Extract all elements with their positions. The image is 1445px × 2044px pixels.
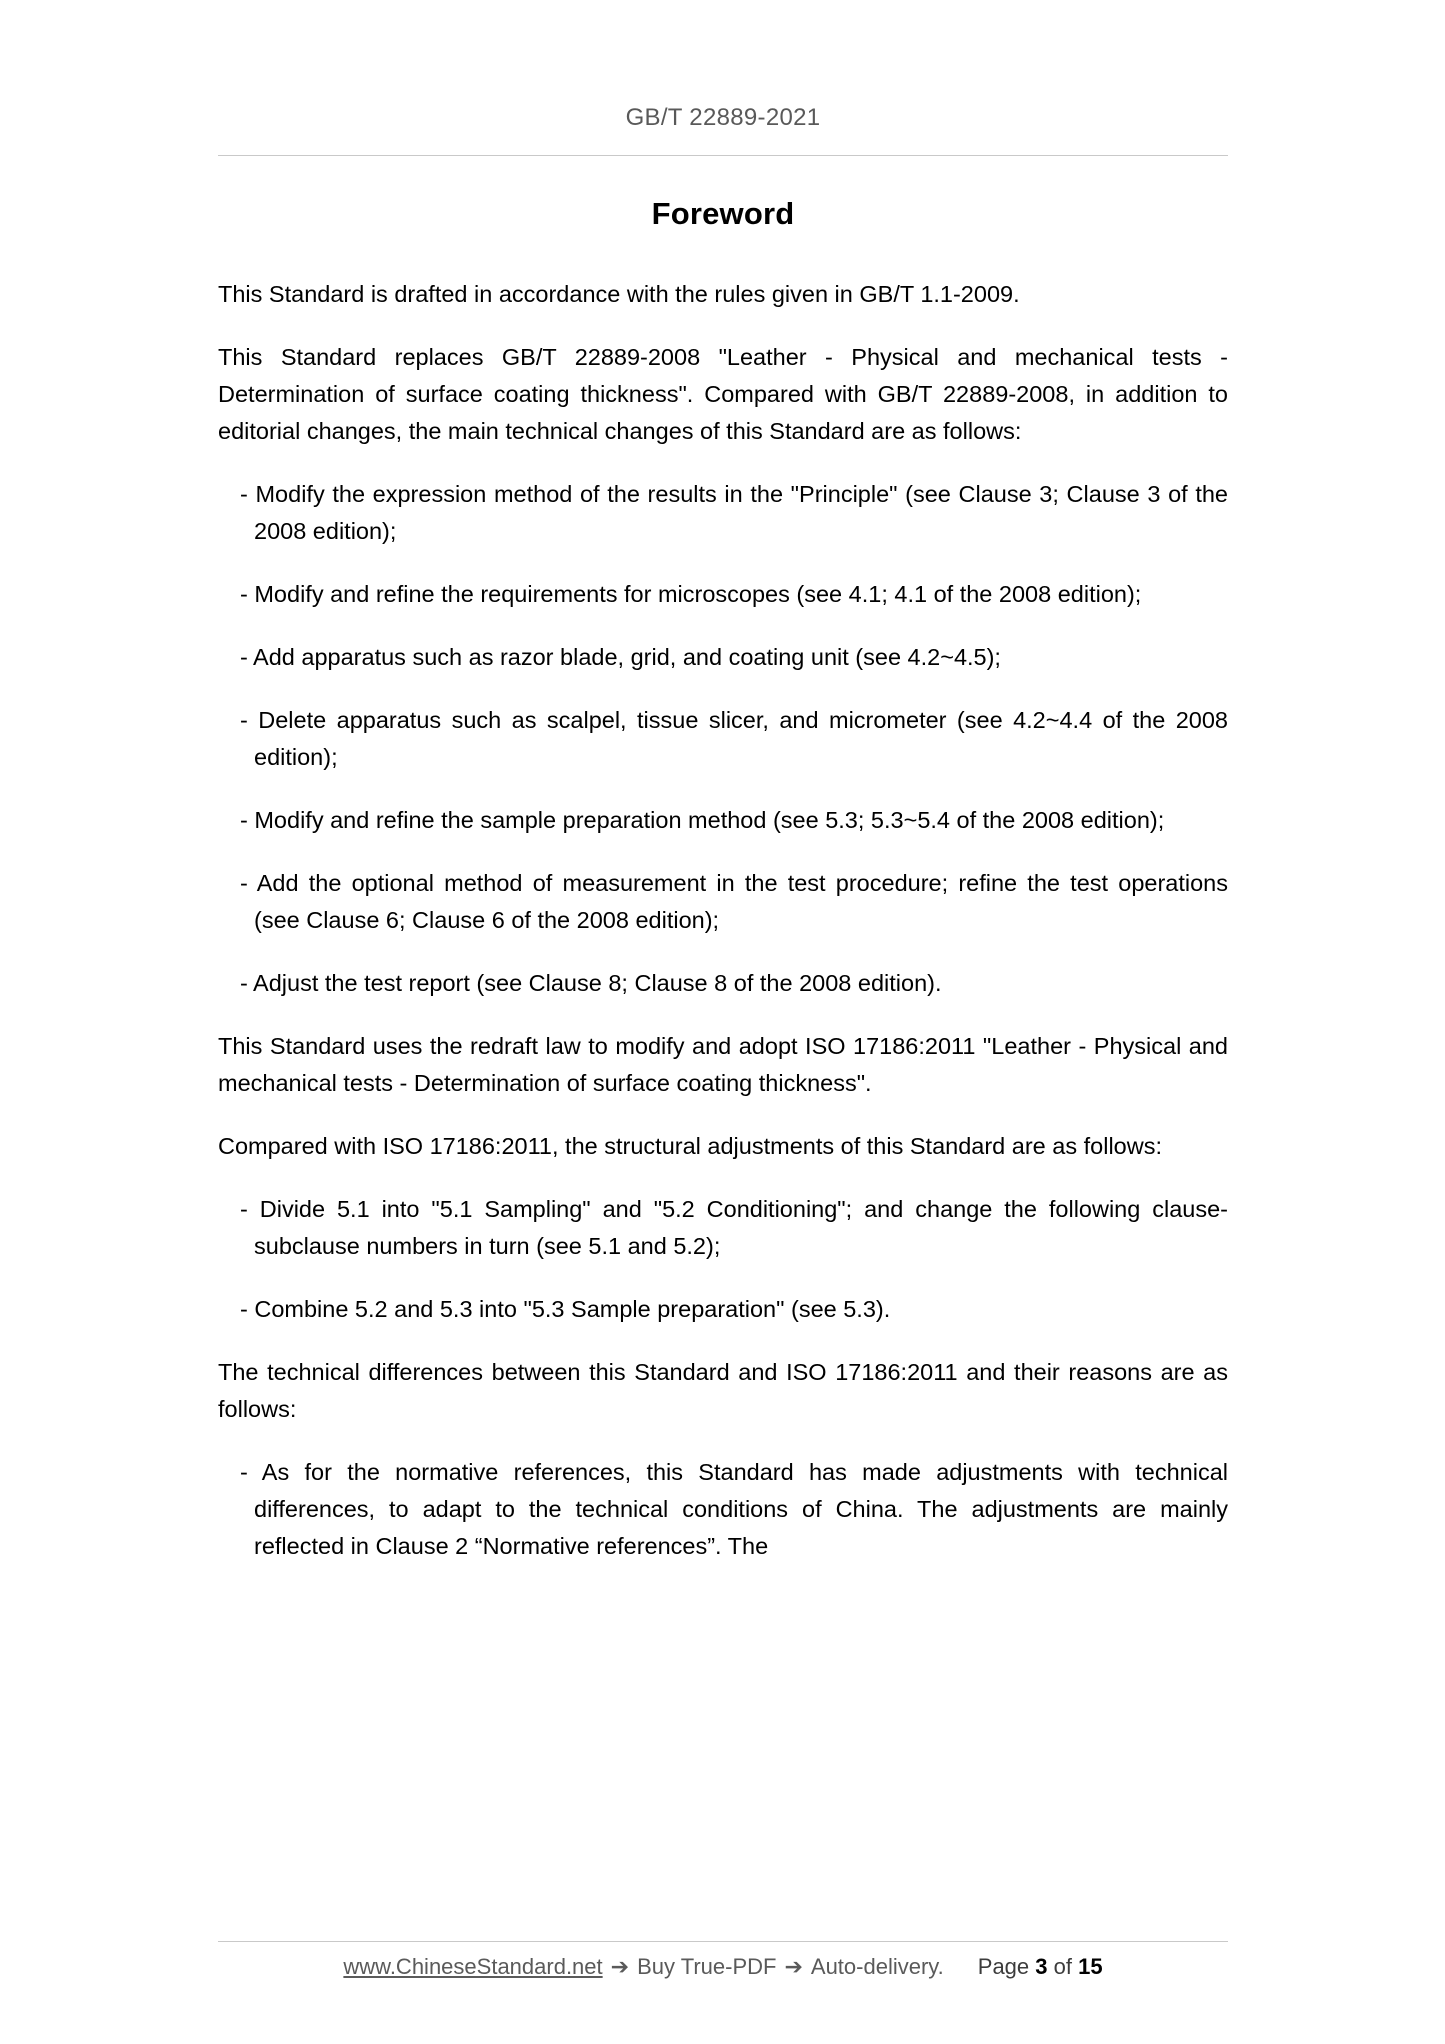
list-item: - Combine 5.2 and 5.3 into "5.3 Sample preparation" (see 5.3).: [240, 1296, 891, 1322]
paragraph-structural-adjustments: Compared with ISO 17186:2011, the structural adjustments of this Standard are as follows:: [218, 1133, 1162, 1159]
footer-page-indicator: [978, 1954, 1103, 1980]
paragraph-technical-differences: The technical differences between this Standard and ISO 17186:2011 and their reasons are as follows:: [218, 1359, 1228, 1422]
list-item: - Delete apparatus such as scalpel, tissue slicer, and micrometer (see 4.2~4.4 of the 2008 edition);: [240, 707, 1228, 770]
list-item: - As for the normative references, this Standard has made adjustments with technical differences, to adapt to the technical conditions of China. The adjustments are mainly reflected in Clause 2 “Normative references”. The: [240, 1459, 1228, 1559]
page-footer: [218, 1941, 1228, 1980]
header-standard-number: GB/T 22889-2021: [625, 104, 821, 131]
footer-site-link[interactable]: www.ChineseStandard.net: [343, 1954, 603, 1979]
footer-delivery-label: Auto-delivery.: [810, 1954, 944, 1979]
list-item: - Divide 5.1 into "5.1 Sampling" and "5.2 Conditioning"; and change the following clause-subclause numbers in turn (see 5.1 and 5.2);: [240, 1196, 1228, 1259]
list-item: - Adjust the test report (see Clause 8; Clause 8 of the 2008 edition).: [240, 970, 942, 996]
document-content: [218, 196, 1228, 1591]
footer-page-label: Page: [977, 1954, 1030, 1979]
list-item: - Add apparatus such as razor blade, grid, and coating unit (see 4.2~4.5);: [240, 644, 1001, 670]
header-divider: [218, 155, 1228, 156]
arrow-right-icon-2: ➔: [784, 1954, 803, 1979]
footer-buy-label: Buy True-PDF: [637, 1954, 777, 1979]
page-header: [218, 104, 1228, 132]
footer-row: [218, 1954, 1228, 1980]
list-item: - Modify the expression method of the results in the "Principle" (see Clause 3; Clause 3 of the 2008 edition);: [240, 481, 1228, 544]
list-item: - Modify and refine the sample preparation method (see 5.3; 5.3~5.4 of the 2008 edition);: [240, 807, 1165, 833]
footer-total-pages: 15: [1078, 1954, 1103, 1979]
list-item: - Modify and refine the requirements for microscopes (see 4.1; 4.1 of the 2008 edition);: [240, 581, 1142, 607]
technical-changes-list: [218, 476, 1228, 1002]
list-item: - Add the optional method of measurement in the test procedure; refine the test operations (see Clause 6; Clause 6 of the 2008 edition);: [240, 870, 1228, 933]
paragraph-redraft-adoption: This Standard uses the redraft law to modify and adopt ISO 17186:2011 "Leather - Physical and mechanical tests - Determination of surface coating thickness".: [218, 1033, 1228, 1096]
footer-divider: [218, 1941, 1228, 1942]
page-title: Foreword: [651, 196, 795, 231]
technical-differences-list: [218, 1454, 1228, 1565]
arrow-right-icon: ➔: [610, 1954, 630, 1979]
structural-adjustments-list: [218, 1191, 1228, 1328]
footer-of-label: of: [1053, 1954, 1073, 1979]
paragraph-replaces-standard: This Standard replaces GB/T 22889-2008 "Leather - Physical and mechanical tests - Determination of surface coating thickness". Compared with GB/T 22889-2008, in addition to editorial changes, the main technical changes of this Standard are as follows:: [218, 344, 1228, 444]
footer-page-number: 3: [1035, 1954, 1048, 1979]
paragraph-drafting-rules: This Standard is drafted in accordance with the rules given in GB/T 1.1-2009.: [218, 281, 1020, 307]
